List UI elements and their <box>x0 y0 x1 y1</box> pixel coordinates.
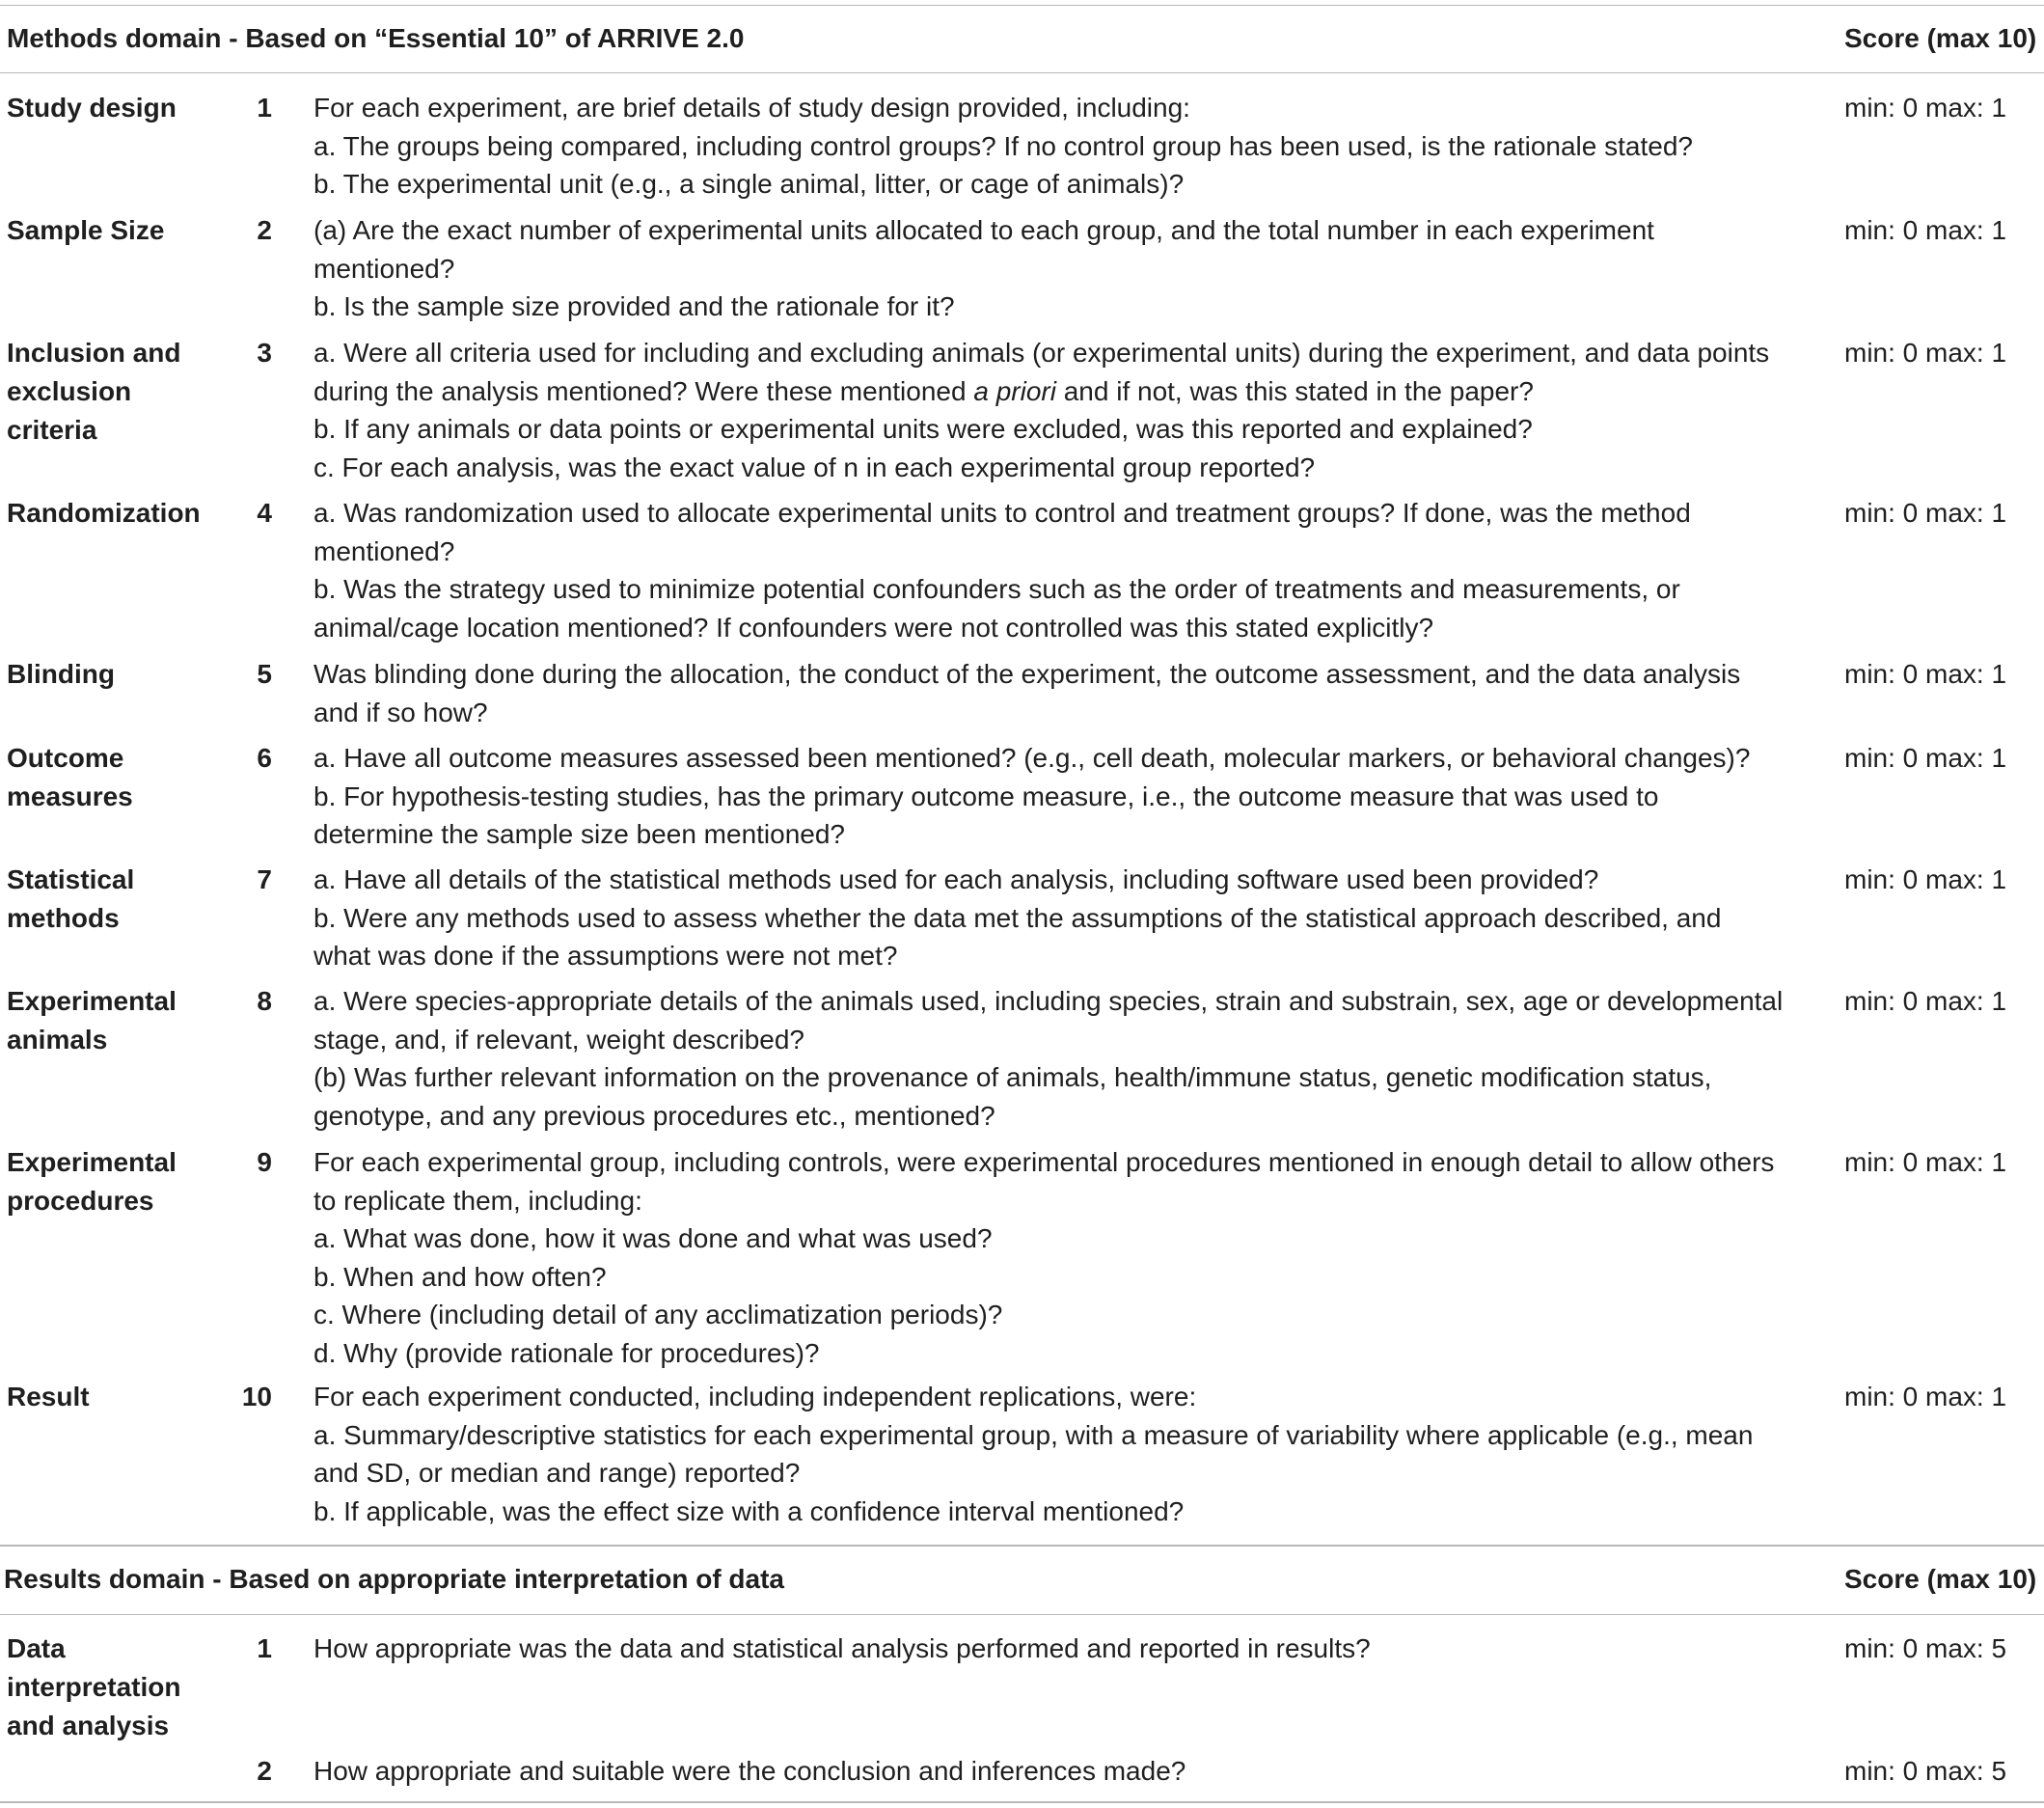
results-header-rule <box>0 1614 2044 1615</box>
description-text: during the analysis mentioned? Were these mentioned <box>313 375 974 406</box>
description-line: and SD, or median and range) reported? <box>313 1458 801 1488</box>
top-rule <box>0 5 2044 6</box>
bottom-rule <box>0 1801 2044 1803</box>
row-number: 3 <box>257 338 272 368</box>
row-score: min: 0 max: 5 <box>1844 1633 2007 1663</box>
row-score: min: 0 max: 1 <box>1844 93 2007 123</box>
description-line: How appropriate was the data and statistical analysis performed and reported in results? <box>313 1633 1371 1663</box>
description-line: d. Why (provide rationale for procedures)? <box>313 1337 820 1368</box>
row-label-outcome-measures: Outcome measures <box>7 743 133 811</box>
row-label-study-design: Study design <box>7 93 177 123</box>
row-description <box>313 655 1818 731</box>
description-line: stage, and, if relevant, weight described? <box>313 1024 804 1055</box>
row-label-result: Result <box>7 1382 90 1411</box>
description-line: b. For hypothesis-testing studies, has the primary outcome measure, i.e., the outcome measure that was used to <box>313 781 1659 811</box>
description-line: mentioned? <box>313 535 455 566</box>
row-score: min: 0 max: 1 <box>1844 986 2007 1016</box>
description-line: (a) Are the exact number of experimental units allocated to each group, and the total number in each experiment <box>313 215 1654 245</box>
description-line: genotype, and any previous procedures etc., mentioned? <box>313 1100 995 1131</box>
description-line: a. Were all criteria used for including and excluding animals (or experimental units) during the experiment, and data points <box>313 338 1770 368</box>
methods-domain-title: Methods domain - Based on “Essential 10” of ARRIVE 2.0 <box>7 23 745 53</box>
row-number: 1 <box>257 93 272 123</box>
description-line: b. Were any methods used to assess whether the data met the assumptions of the statistical approach described, and <box>313 902 1722 933</box>
row-number: 7 <box>257 864 272 894</box>
row-description <box>313 494 1818 646</box>
row-number: 8 <box>257 986 272 1016</box>
row-score: min: 0 max: 1 <box>1844 743 2007 773</box>
row-description <box>313 739 1818 854</box>
row-description <box>313 982 1818 1135</box>
row-label-inclusion-exclusion: Inclusion and exclusion criteria <box>7 338 181 445</box>
row-score: min: 0 max: 1 <box>1844 498 2007 528</box>
row-number: 1 <box>257 1633 272 1663</box>
row-description <box>313 334 1818 486</box>
row-description <box>313 89 1818 204</box>
description-line: a. Was randomization used to allocate experimental units to control and treatment groups? If done, was the method <box>313 498 1691 528</box>
description-line <box>313 372 1818 411</box>
description-line: For each experiment, are brief details of study design provided, including: <box>313 93 1190 123</box>
description-line: a. Have all outcome measures assessed been mentioned? (e.g., cell death, molecular markers, or behavioral changes)? <box>313 743 1751 773</box>
row-label-randomization: Randomization <box>7 498 201 528</box>
description-line: For each experimental group, including controls, were experimental procedures mentioned in enough detail to allow others <box>313 1147 1775 1177</box>
row-label-statistical-methods: Statistical methods <box>7 864 135 933</box>
row-number: 6 <box>257 743 272 773</box>
row-description <box>313 1752 1818 1791</box>
row-score: min: 0 max: 1 <box>1844 338 2007 368</box>
description-line: a. The groups being compared, including control groups? If no control group has been used, is the rationale stated? <box>313 130 1693 161</box>
description-line: what was done if the assumptions were not met? <box>313 941 898 971</box>
description-line: c. For each analysis, was the exact value of n in each experimental group reported? <box>313 452 1316 482</box>
description-line: a. Have all details of the statistical methods used for each analysis, including software used been provided? <box>313 864 1599 894</box>
description-line: a. Were species-appropriate details of the animals used, including species, strain and substrain, sex, age or developmental <box>313 986 1784 1016</box>
methods-bottom-rule <box>0 1545 2044 1547</box>
results-domain-title: Results domain - Based on appropriate interpretation of data <box>4 1564 784 1594</box>
description-line: a. What was done, how it was done and what was used? <box>313 1223 993 1253</box>
description-line: determine the sample size been mentioned? <box>313 819 846 849</box>
row-number: 9 <box>257 1147 272 1177</box>
description-line: mentioned? <box>313 253 455 284</box>
description-line: b. When and how often? <box>313 1261 607 1292</box>
description-line: b. Is the sample size provided and the rationale for it? <box>313 291 955 321</box>
description-line: c. Where (including detail of any acclimatization periods)? <box>313 1300 1003 1329</box>
methods-header-rule <box>0 72 2044 73</box>
description-line: a. Summary/descriptive statistics for each experimental group, with a measure of variability where applicable (e.g., mean <box>313 1419 1754 1450</box>
description-line: b. The experimental unit (e.g., a single animal, litter, or cage of animals)? <box>313 169 1185 199</box>
row-score: min: 0 max: 5 <box>1844 1756 2007 1786</box>
description-line: For each experiment conducted, including independent replications, were: <box>313 1382 1197 1411</box>
row-number: 2 <box>257 215 272 245</box>
row-label-blinding: Blinding <box>7 659 115 689</box>
row-description <box>313 1143 1818 1372</box>
row-score: min: 0 max: 1 <box>1844 215 2007 245</box>
description-line: b. If any animals or data points or experimental units were excluded, was this reported and explained? <box>313 414 1533 444</box>
row-score: min: 0 max: 1 <box>1844 864 2007 894</box>
methods-score-header: Score (max 10) <box>1844 23 2037 53</box>
row-description <box>313 1630 1818 1668</box>
description-line: animal/cage location mentioned? If confounders were not controlled was this stated explicitly? <box>313 612 1434 643</box>
row-number: 10 <box>241 1382 272 1411</box>
row-score: min: 0 max: 1 <box>1844 1147 2007 1177</box>
row-score: min: 0 max: 1 <box>1844 659 2007 689</box>
description-line: to replicate them, including: <box>313 1185 642 1216</box>
row-score: min: 0 max: 1 <box>1844 1382 2007 1411</box>
row-label-data-interpretation: Data interpretation and analysis <box>7 1633 181 1740</box>
description-line: (b) Was further relevant information on the provenance of animals, health/immune status, genetic modification status, <box>313 1062 1712 1092</box>
row-label-experimental-procedures: Experimental procedures <box>7 1147 177 1216</box>
italic-term: a priori <box>973 375 1056 406</box>
description-line: Was blinding done during the allocation, the conduct of the experiment, the outcome assessment, and the data analysis <box>313 659 1741 689</box>
row-description <box>313 861 1818 975</box>
row-number: 4 <box>257 498 272 528</box>
results-score-header: Score (max 10) <box>1844 1564 2037 1594</box>
description-line: How appropriate and suitable were the conclusion and inferences made? <box>313 1756 1186 1786</box>
row-number: 2 <box>257 1756 272 1786</box>
row-description <box>313 1378 1818 1530</box>
description-line: b. If applicable, was the effect size with a confidence interval mentioned? <box>313 1495 1185 1526</box>
row-number: 5 <box>257 659 272 689</box>
description-text: and if not, was this stated in the paper? <box>1055 375 1534 406</box>
row-label-experimental-animals: Experimental animals <box>7 986 177 1055</box>
row-description <box>313 211 1818 326</box>
description-line: and if so how? <box>313 697 488 727</box>
row-label-sample-size: Sample Size <box>7 215 165 245</box>
description-line: b. Was the strategy used to minimize potential confounders such as the order of treatments and measurements, or <box>313 574 1680 604</box>
